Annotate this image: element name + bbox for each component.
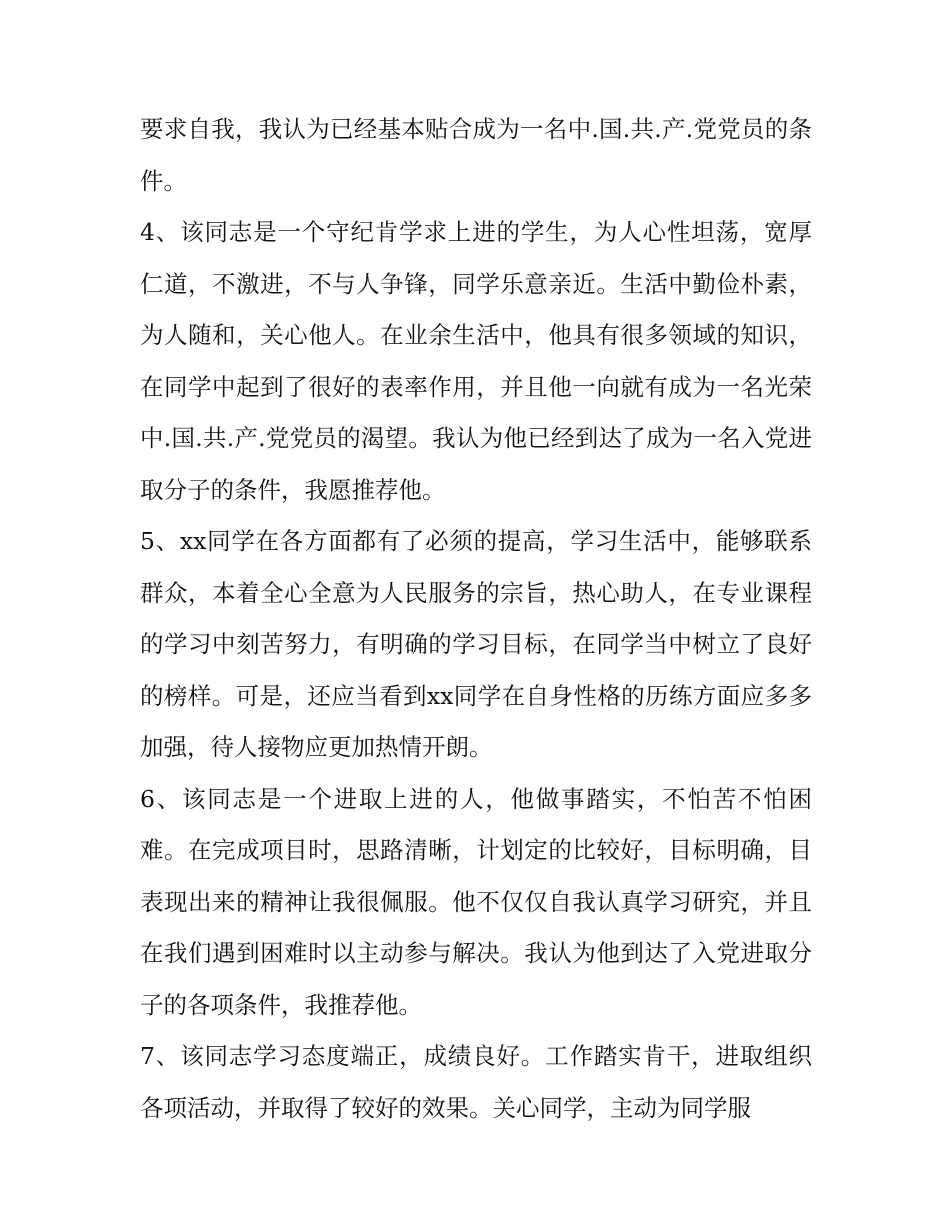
paragraph-item-4: 4、该同志是一个守纪肯学求上进的学生，为人心性坦荡，宽厚仁道，不激进，不与人争锋，同学乐意亲近。生活中勤俭朴素，为人随和，关心他人。在业余生活中，他具有很多领域的知识，在同学中起到了很好的表率作用，并且他一向就有成为一名光荣中.国.共.产.党党员的渴望。我认为他已经到达了成为一名入党进取分子的条件，我愿推荐他。 — [140, 218, 812, 504]
document-body — [140, 104, 812, 1134]
paragraph-continuation: 要求自我，我认为已经基本贴合成为一名中.国.共.产.党党员的条件。 — [140, 115, 812, 195]
paragraph-item-6: 6、该同志是一个进取上进的人，他做事踏实，不怕苦不怕困难。在完成项目时，思路清晰，计划定的比较好，目标明确，目表现出来的精神让我很佩服。他不仅仅自我认真学习研究，并且在我们遇到困难时以主动参与解决。我认为他到达了入党进取分子的各项条件，我推荐他。 — [140, 784, 812, 1019]
paragraph-item-7: 7、该同志学习态度端正，成绩良好。工作踏实肯干，进取组织各项活动，并取得了较好的效果。关心同学，主动为同学服 — [140, 1042, 812, 1122]
paragraph-item-5: 5、xx同学在各方面都有了必须的提高，学习生活中，能够联系群众，本着全心全意为人民服务的宗旨，热心助人，在专业课程的学习中刻苦努力，有明确的学习目标，在同学当中树立了良好的榜样。可是，还应当看到xx同学在自身性格的历练方面应多多加强，待人接物应更加热情开朗。 — [140, 527, 812, 761]
